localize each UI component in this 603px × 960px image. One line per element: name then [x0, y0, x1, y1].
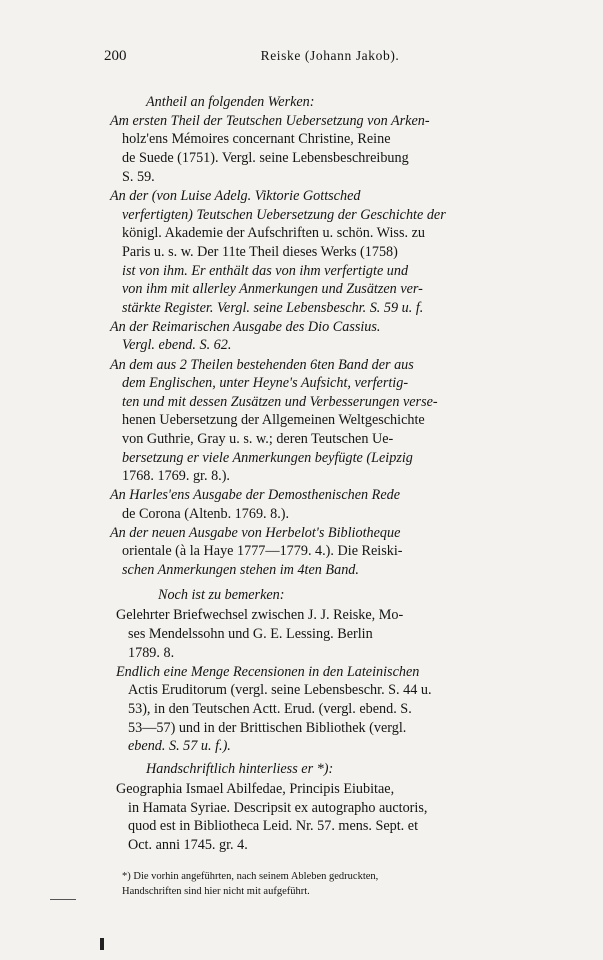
- text-line: Am ersten Theil der Teutschen Uebersetzung von Arken-: [110, 113, 430, 129]
- text-line: dem Englischen, unter Heyne's Aufsicht, verfertig-: [122, 375, 409, 391]
- text-line: An der Reimarischen Ausgabe des Dio Cassius.: [110, 319, 381, 335]
- text-line: 1789. 8.: [128, 645, 175, 661]
- text-line: bersetzung er viele Anmerkungen beyfügte (Leipzig: [122, 450, 413, 466]
- text-line: stärkte Register. Vergl. seine Lebensbeschr. S. 59 u. f.: [122, 300, 424, 316]
- text-line: 53—57) und in der Brittischen Bibliothek (vergl.: [128, 720, 407, 736]
- text-line: An der (von Luise Adelg. Viktorie Gottsched: [110, 188, 361, 204]
- text-line: Handschriftlich hinterliess er *):: [146, 761, 334, 777]
- text-line: Geographia Ismael Abilfedae, Principis Eiubitae,: [116, 781, 395, 797]
- text-line: Antheil an folgenden Werken:: [146, 94, 315, 110]
- text-line: ist von ihm. Er enthält das von ihm verfertigte und: [122, 263, 409, 279]
- text-line: königl. Akademie der Aufschriften u. schön. Wiss. zu: [122, 225, 425, 241]
- text-line: Paris u. s. w. Der 11te Theil dieses Werks (1758): [122, 244, 398, 260]
- text-line: ten und mit dessen Zusätzen und Verbesserungen verse-: [122, 394, 438, 410]
- text-line: Vergl. ebend. S. 62.: [122, 337, 232, 353]
- text-line: Endlich eine Menge Recensionen in den Lateinischen: [116, 664, 420, 680]
- text-line: von Guthrie, Gray u. s. w.; deren Teutschen Ue-: [122, 431, 394, 447]
- text-line: de Suede (1751). Vergl. seine Lebensbeschreibung: [122, 150, 409, 166]
- margin-dash: [50, 899, 76, 900]
- print-mark: [100, 938, 104, 950]
- footnote-line: *) Die vorhin angeführten, nach seinem Ableben gedruckten,: [122, 871, 379, 882]
- text-line: Gelehrter Briefwechsel zwischen J. J. Reiske, Mo-: [116, 607, 404, 623]
- text-line: An Harles'ens Ausgabe der Demosthenischen Rede: [110, 487, 401, 503]
- text-line: quod est in Bibliotheca Leid. Nr. 57. mens. Sept. et: [128, 818, 419, 834]
- text-line: An dem aus 2 Theilen bestehenden 6ten Band der aus: [110, 357, 414, 373]
- text-line: S. 59.: [122, 169, 155, 185]
- text-line: von ihm mit allerley Anmerkungen und Zusätzen ver-: [122, 281, 423, 297]
- text-line: 1768. 1769. gr. 8.).: [122, 468, 230, 484]
- text-line: holz'ens Mémoires concernant Christine, Reine: [122, 131, 391, 147]
- text-line: de Corona (Altenb. 1769. 8.).: [122, 506, 290, 522]
- text-line: Noch ist zu bemerken:: [158, 587, 285, 603]
- text-line: 53), in den Teutschen Actt. Erud. (vergl. ebend. S.: [128, 701, 412, 717]
- text-line: schen Anmerkungen stehen im 4ten Band.: [122, 562, 359, 578]
- page-number: 200: [104, 48, 127, 64]
- text-line: ebend. S. 57 u. f.).: [128, 738, 231, 754]
- text-line: Actis Eruditorum (vergl. seine Lebensbeschr. S. 44 u.: [128, 682, 432, 698]
- text-line: in Hamata Syriae. Descripsit ex autographo auctoris,: [128, 800, 428, 816]
- running-head: Reiske (Johann Jakob).: [260, 48, 400, 63]
- page-header: [100, 48, 560, 70]
- text-line: Oct. anni 1745. gr. 4.: [128, 837, 248, 853]
- text-line: orientale (à la Haye 1777—1779. 4.). Die Reiski-: [122, 543, 403, 559]
- text-line: An der neuen Ausgabe von Herbelot's Bibliotheque: [110, 525, 401, 541]
- text-line: henen Uebersetzung der Allgemeinen Weltgeschichte: [122, 412, 425, 428]
- text-line: ses Mendelssohn und G. E. Lessing. Berlin: [128, 626, 373, 642]
- footnote-line: Handschriften sind hier nicht mit aufgeführt.: [122, 886, 310, 897]
- text-line: verfertigten) Teutschen Uebersetzung der Geschichte der: [122, 207, 446, 223]
